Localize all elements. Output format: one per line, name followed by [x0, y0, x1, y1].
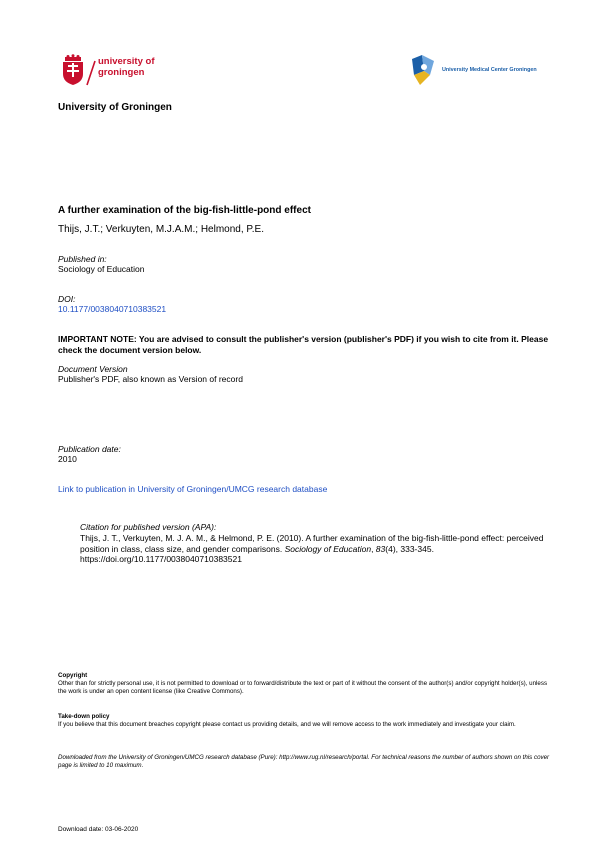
important-note-heading: IMPORTANT NOTE: [58, 334, 137, 344]
umcg-logo [408, 53, 548, 87]
institution-name: University of Groningen [58, 102, 172, 113]
document-title: A further examination of the big-fish-little-pond effect [58, 205, 311, 216]
important-note-body: You are advised to consult the publisher's version (publisher's PDF) if you wish to cite from it. Please check the document version below. [58, 334, 549, 355]
takedown-heading: Take-down policy [58, 713, 110, 720]
published-in-label: Published in: [58, 254, 107, 264]
doi-link[interactable]: 10.1177/0038040710383521 [58, 304, 167, 314]
copyright-heading: Copyright [58, 672, 88, 679]
document-version-value: Publisher's PDF, also known as Version of record [58, 374, 243, 384]
umcg-emblem-icon [408, 53, 440, 87]
publication-date-label: Publication date: [58, 444, 121, 454]
publication-date-value: 2010 [58, 454, 77, 464]
citation-label: Citation for published version (APA): [80, 522, 217, 532]
citation-text: Thijs, J. T., Verkuyten, M. J. A. M., & Helmond, P. E. (2010). A further examination of the big-fish-little-pond effect: perceived position in class, class size, and gender comparisons. Sociology of Education, 83(4), 333-345. https://doi.org/10.1177/0038040710383521 [80, 533, 544, 564]
important-note [58, 334, 554, 355]
rug-logo-wordmark: university of groningen [98, 56, 155, 78]
takedown-text: If you believe that this document breaches copyright please contact us providing details, and we will remove access to the work immediately and investigate your claim. [58, 721, 516, 728]
university-of-groningen-logo [60, 54, 180, 86]
published-in-value: Sociology of Education [58, 264, 145, 274]
rug-crest-icon [60, 54, 86, 86]
citation-journal: Sociology of Education [284, 543, 372, 554]
citation-volume: 83 [375, 543, 386, 554]
copyright-text: Other than for strictly personal use, it is not permitted to download or to forward/distribute the text or part of it without the consent of the author(s) and/or copyright holder(s), unless the work is under an open content license (like Creative Commons). [58, 680, 548, 695]
download-date: Download date: 03-06-2020 [58, 826, 139, 833]
research-database-link[interactable]: Link to publication in University of Groningen/UMCG research database [58, 484, 328, 494]
rug-slash-icon [86, 60, 96, 86]
doi-label: DOI: [58, 294, 76, 304]
citation-block [80, 522, 550, 565]
document-authors: Thijs, J.T.; Verkuyten, M.J.A.M.; Helmond, P.E. [58, 224, 264, 235]
document-version-label: Document Version [58, 364, 128, 374]
downloaded-from-text: Downloaded from the University of Groningen/UMCG research database (Pure): http://www.rug.nl/research/portal. For technical reasons the number of authors shown on this cover page is limited to 10 maximum. [58, 754, 550, 769]
umcg-wordmark: University Medical Center Groningen [442, 67, 537, 73]
